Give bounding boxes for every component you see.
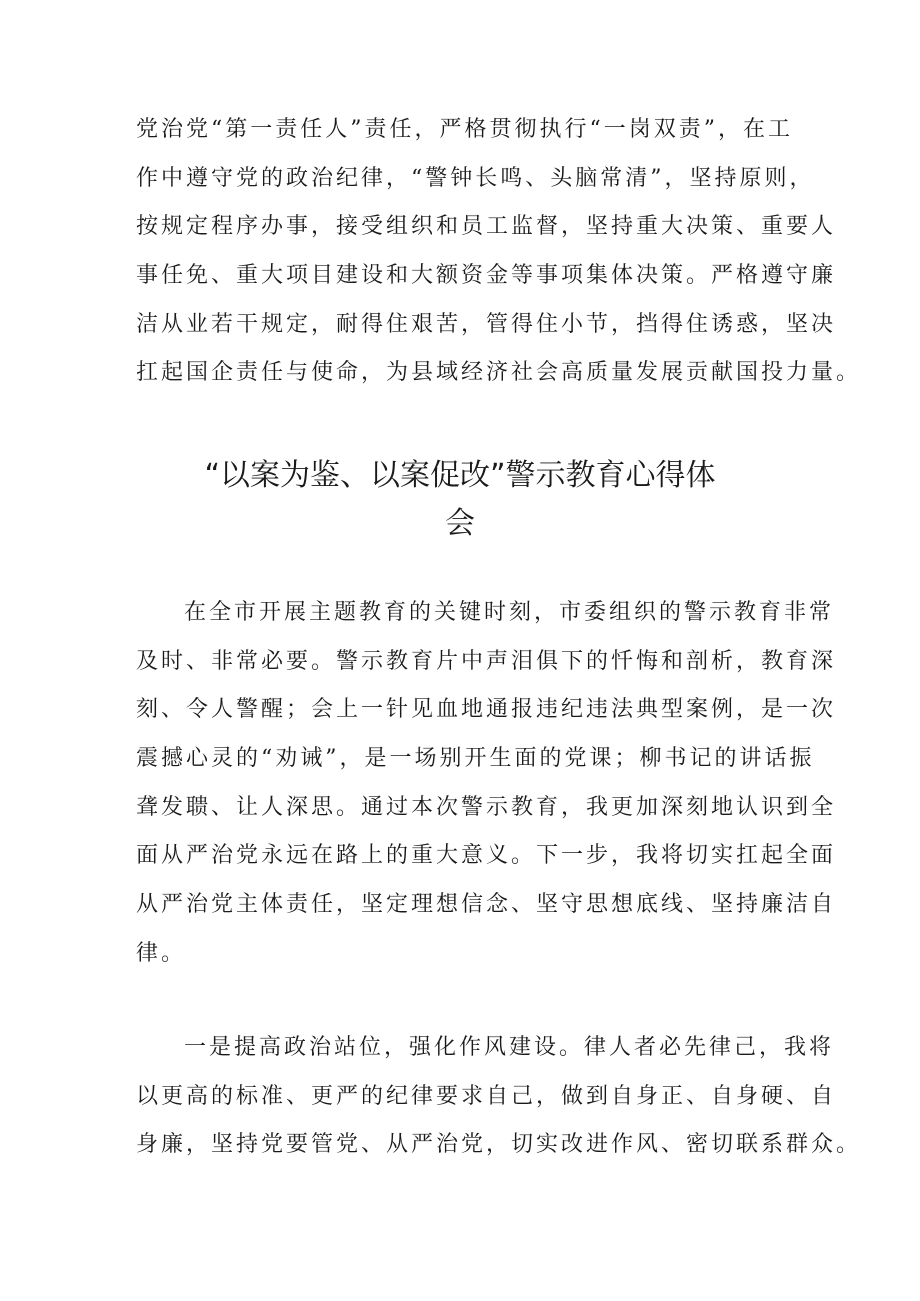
intro-line-2: 作中遵守党的政治纪律，“警钟长鸣、头脑常清”，坚持原则， [136, 165, 815, 191]
paragraph-1-line-3: 刻、令人警醒；会上一针见血地通报违纪违法典型案例，是一次 [136, 697, 837, 723]
intro-line-5: 洁从业若干规定，耐得住艰苦，管得住小节，挡得住诱惑，坚决 [136, 311, 837, 337]
paragraph-2 [136, 1024, 862, 1170]
paragraph-1-line-1: 在全市开展主题教育的关键时刻，市委组织的警示教育非常 [184, 600, 835, 625]
intro-line-1: 党治党“第一责任人”责任，严格贯彻执行“一岗双责”，在工 [136, 117, 793, 142]
article-title [136, 452, 784, 548]
paragraph-2-line-3: 身廉，坚持党要管党、从严治党，切实改进作风、密切联系群众。 [136, 1132, 862, 1158]
paragraph-1-line-4: 震撼心灵的“劝诫”，是一场别开生面的党课；柳书记的讲话振 [136, 746, 815, 772]
paragraph-2-line-2: 以更高的标准、更严的纪律要求自己，做到自身正、自身硬、自 [136, 1083, 837, 1109]
paragraph-1-line-8: 律。 [136, 940, 187, 966]
paragraph-1-line-7: 从严治党主体责任，坚定理想信念、坚守思想底线、坚持廉洁自 [136, 892, 837, 918]
paragraph-2-line-1: 一是提高政治站位，强化作风建设。律人者必先律己，我将 [184, 1035, 835, 1060]
intro-line-4: 事任免、重大项目建设和大额资金等事项集体决策。严格遵守廉 [136, 263, 837, 289]
paragraph-1-line-6: 面从严治党永远在路上的重大意义。下一步，我将切实扛起全面 [136, 843, 837, 869]
title-line-2: 会 [445, 506, 475, 541]
intro-paragraph [136, 106, 862, 398]
paragraph-1 [136, 589, 837, 979]
title-line-1: “以案为鉴、以案促改”警示教育心得体 [204, 458, 716, 493]
intro-line-6: 扛起国企责任与使命，为县域经济社会高质量发展贡献国投力量。 [136, 360, 862, 386]
paragraph-1-line-2: 及时、非常必要。警示教育片中声泪俱下的忏悔和剖析，教育深 [136, 648, 837, 674]
paragraph-1-line-5: 聋发聩、让人深思。通过本次警示教育，我更加深刻地认识到全 [136, 794, 837, 820]
intro-line-3: 按规定程序办事，接受组织和员工监督，坚持重大决策、重要人 [136, 214, 837, 240]
